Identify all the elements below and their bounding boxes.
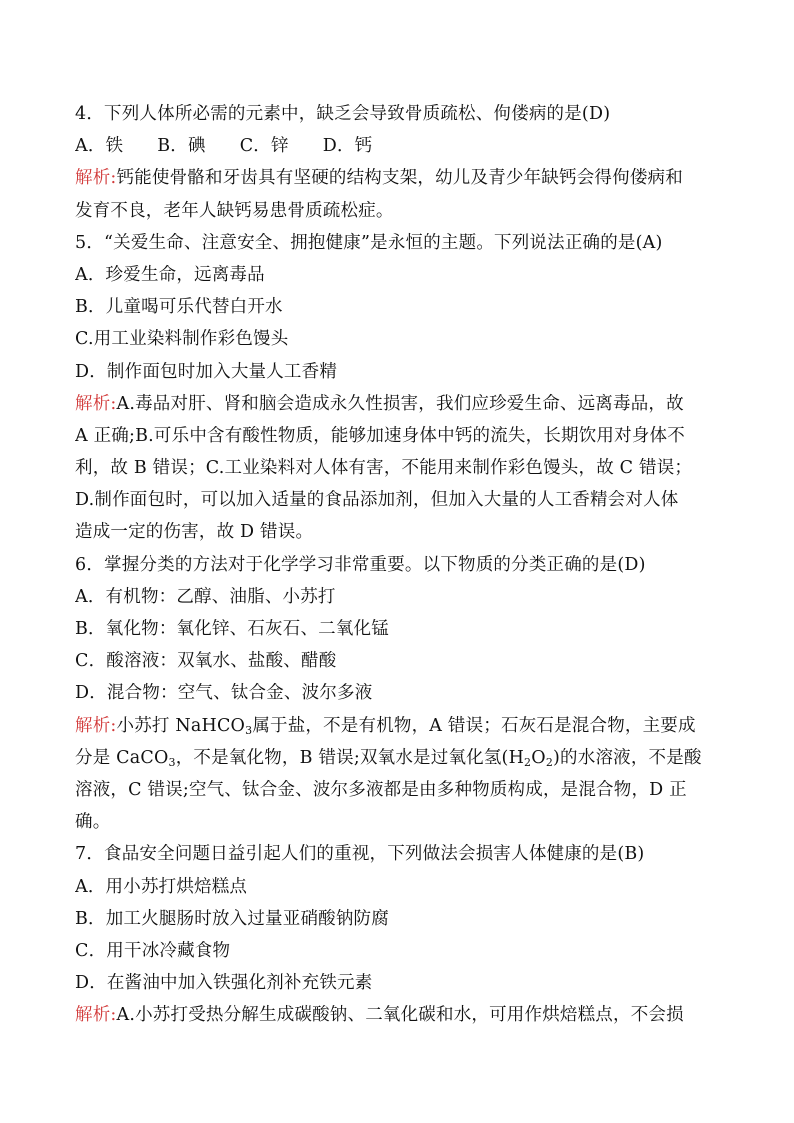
question-7-option-d: D．在酱油中加入铁强化剂补充铁元素 [75, 973, 373, 994]
question-7-stem: 7．食品安全问题日益引起人们的重视，下列做法会损害人体健康的是(B) [75, 844, 645, 865]
question-7-analysis [75, 999, 725, 1031]
analysis-text: 属于盐，不是有机物，A 错误；石灰石是混合物，主要成 [252, 715, 696, 736]
question-5-analysis-cont: 利，故 B 错误；C.工业染料对人体有害，不能用来制作彩色馒头，故 C 错误； [75, 458, 693, 479]
analysis-label: 解析: [75, 715, 117, 736]
question-6-option-b: B．氧化物：氧化锌、石灰石、二氧化锰 [75, 619, 389, 639]
subscript: 3 [168, 755, 176, 769]
analysis-text: A.小苏打受热分解生成碳酸钠、二氧化碳和水，可用作烘焙糕点，不会损 [116, 1005, 684, 1026]
question-5-stem: 5．“关爱生命、注意安全、拥抱健康”是永恒的主题。下列说法正确的是(A) [75, 232, 663, 253]
analysis-text: O [531, 747, 546, 768]
question-6-analysis-cont: 确。 [75, 812, 111, 833]
question-5-analysis-cont: A 正确;B.可乐中含有酸性物质，能够加速身体中钙的流失，长期饮用对身体不 [75, 425, 685, 446]
option-c: C．锌 [239, 136, 289, 157]
question-6-option-a: A．有机物：乙醇、油脂、小苏打 [75, 586, 336, 607]
analysis-text: 小苏打 NaHCO [116, 715, 246, 736]
question-4-stem: 4．下列人体所必需的元素中，缺乏会导致骨质疏松、佝偻病的是(D) [75, 104, 611, 124]
analysis-text: ，不是氧化物，B 错误;双氧水是过氧化氢(H [175, 747, 525, 768]
question-5-option-d: D．制作面包时加入大量人工香精 [75, 361, 338, 382]
question-5-option-c: C.用工业染料制作彩色馒头 [75, 329, 289, 350]
question-5-analysis-cont: 造成一定的伤害，故 D 错误。 [75, 522, 314, 543]
subscript: 3 [245, 723, 253, 737]
question-5-option-b: B．儿童喝可乐代替白开水 [75, 297, 283, 318]
question-6-option-d: D．混合物：空气、钛合金、波尔多液 [75, 683, 373, 704]
question-6-option-c: C．酸溶液：双氧水、盐酸、醋酸 [75, 651, 337, 672]
question-6-analysis-cont: 溶液，C 错误;空气、钛合金、波尔多液都是由多种物质构成，是混合物，D 正 [75, 779, 687, 800]
question-4-analysis-cont: 发育不良，老年人缺钙易患骨质疏松症。 [75, 200, 394, 221]
analysis-text: )的水溶液，不是酸 [553, 747, 702, 768]
question-5-analysis [75, 388, 725, 420]
question-7-option-c: C．用干冰冷藏食物 [75, 940, 231, 961]
subscript: 2 [524, 755, 532, 769]
question-5-analysis-cont: D.制作面包时，可以加入适量的食品添加剂，但加入大量的人工香精会对人体 [75, 490, 679, 511]
subscript: 2 [545, 755, 554, 769]
question-4-analysis [75, 162, 725, 194]
analysis-text: 钙能使骨骼和牙齿具有坚硬的结构支架，幼儿及青少年缺钙会得佝偻病和 [116, 168, 683, 189]
question-6-stem: 6．掌握分类的方法对于化学学习非常重要。以下物质的分类正确的是(D) [75, 554, 646, 575]
option-a: A．铁 [75, 136, 124, 157]
question-5-option-a: A．珍爱生命，远离毒品 [75, 264, 265, 285]
question-7-option-a: A．用小苏打烘焙糕点 [75, 876, 248, 897]
analysis-text: 分是 CaCO [75, 747, 169, 768]
analysis-label: 解析: [75, 393, 117, 414]
question-6-analysis-cont [75, 742, 725, 774]
question-4-options [75, 130, 725, 162]
question-7-option-b: B．加工火腿肠时放入过量亚硝酸钠防腐 [75, 908, 389, 929]
option-b: B．碘 [157, 136, 206, 157]
document-body [75, 98, 725, 1031]
analysis-text: A.毒品对肝、肾和脑会造成永久性损害，我们应珍爱生命、远离毒品，故 [116, 393, 684, 414]
question-6-analysis [75, 710, 725, 742]
option-d: D．钙 [322, 136, 373, 157]
analysis-label: 解析: [75, 1005, 117, 1026]
analysis-label: 解析: [75, 168, 117, 189]
